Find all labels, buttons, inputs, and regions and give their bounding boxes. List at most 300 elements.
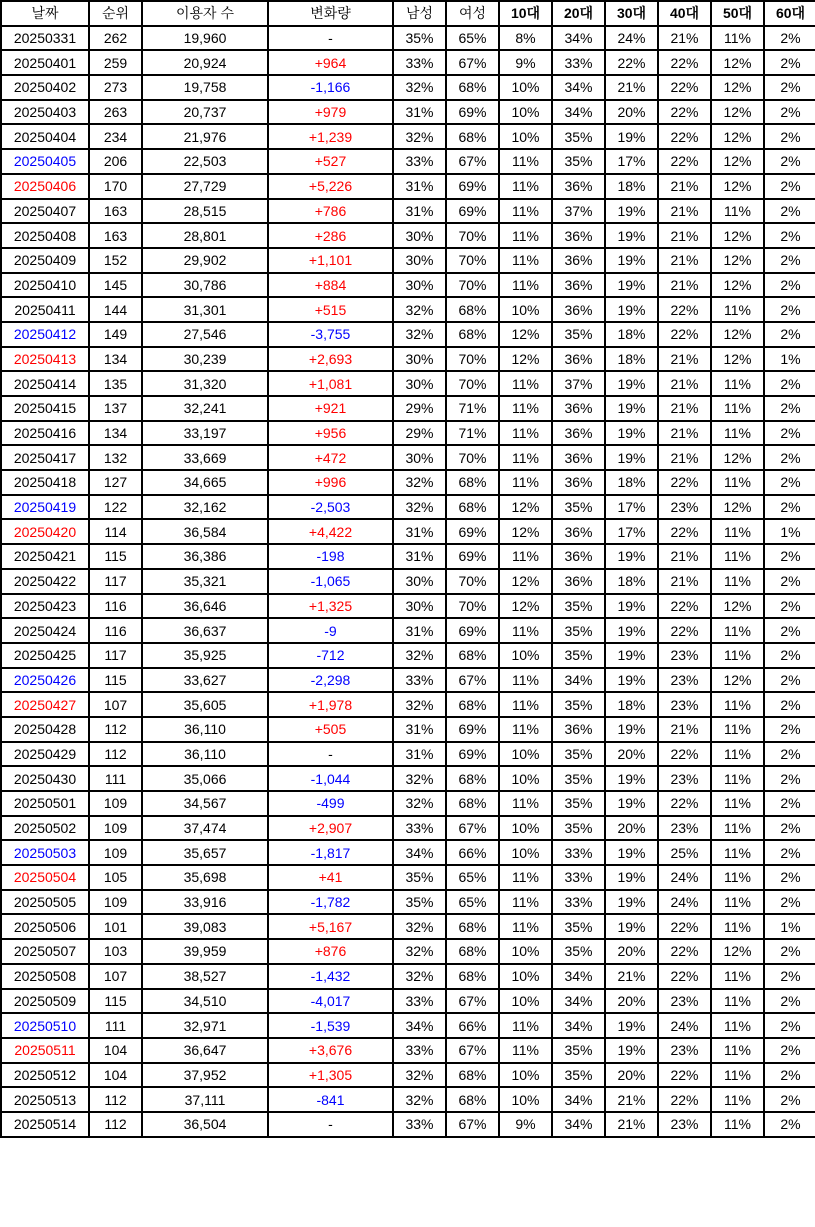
cell-users: 36,647 — [142, 1038, 268, 1063]
cell-rank: 109 — [89, 791, 142, 816]
cell-date: 20250408 — [1, 223, 89, 248]
cell-age-20s: 34% — [552, 26, 605, 51]
header-age-10s: 10대 — [499, 1, 552, 26]
cell-users: 38,527 — [142, 964, 268, 989]
cell-age-40s: 21% — [658, 248, 711, 273]
cell-change: -2,298 — [268, 668, 393, 693]
cell-age-60s: 2% — [764, 594, 815, 619]
cell-female: 65% — [446, 26, 499, 51]
cell-date: 20250405 — [1, 149, 89, 174]
cell-female: 70% — [446, 248, 499, 273]
cell-date: 20250505 — [1, 890, 89, 915]
cell-change: -1,432 — [268, 964, 393, 989]
cell-male: 32% — [393, 322, 446, 347]
cell-age-10s: 11% — [499, 1038, 552, 1063]
cell-age-30s: 20% — [605, 1063, 658, 1088]
cell-age-60s: 2% — [764, 840, 815, 865]
cell-age-20s: 35% — [552, 1038, 605, 1063]
cell-age-40s: 21% — [658, 396, 711, 421]
table-row — [1, 989, 815, 1014]
cell-date: 20250427 — [1, 692, 89, 717]
cell-users: 34,665 — [142, 470, 268, 495]
cell-male: 30% — [393, 248, 446, 273]
cell-age-10s: 10% — [499, 840, 552, 865]
table-row — [1, 199, 815, 224]
cell-users: 36,646 — [142, 594, 268, 619]
cell-age-60s: 2% — [764, 445, 815, 470]
cell-date: 20250501 — [1, 791, 89, 816]
cell-age-50s: 11% — [711, 989, 764, 1014]
cell-age-60s: 2% — [764, 1038, 815, 1063]
cell-rank: 112 — [89, 742, 142, 767]
cell-date: 20250506 — [1, 914, 89, 939]
cell-change: -3,755 — [268, 322, 393, 347]
cell-female: 69% — [446, 742, 499, 767]
cell-age-10s: 10% — [499, 1063, 552, 1088]
cell-age-60s: 2% — [764, 75, 815, 100]
cell-age-10s: 11% — [499, 396, 552, 421]
cell-age-20s: 36% — [552, 297, 605, 322]
cell-female: 70% — [446, 569, 499, 594]
cell-age-50s: 11% — [711, 26, 764, 51]
table-row — [1, 75, 815, 100]
cell-age-30s: 19% — [605, 248, 658, 273]
cell-age-60s: 2% — [764, 149, 815, 174]
cell-age-50s: 12% — [711, 445, 764, 470]
cell-users: 35,605 — [142, 692, 268, 717]
cell-female: 68% — [446, 124, 499, 149]
cell-rank: 163 — [89, 223, 142, 248]
cell-age-40s: 21% — [658, 371, 711, 396]
cell-change: -1,044 — [268, 766, 393, 791]
cell-male: 32% — [393, 1063, 446, 1088]
cell-age-60s: 2% — [764, 742, 815, 767]
cell-age-30s: 17% — [605, 519, 658, 544]
header-age-50s: 50대 — [711, 1, 764, 26]
cell-age-30s: 17% — [605, 149, 658, 174]
cell-female: 68% — [446, 470, 499, 495]
cell-age-10s: 11% — [499, 248, 552, 273]
cell-age-40s: 21% — [658, 199, 711, 224]
cell-age-20s: 33% — [552, 840, 605, 865]
cell-change: -9 — [268, 618, 393, 643]
table-row — [1, 643, 815, 668]
cell-age-60s: 2% — [764, 643, 815, 668]
table-row — [1, 964, 815, 989]
cell-change: -1,817 — [268, 840, 393, 865]
table-row — [1, 371, 815, 396]
table-row — [1, 1063, 815, 1088]
cell-age-30s: 19% — [605, 199, 658, 224]
cell-date: 20250430 — [1, 766, 89, 791]
cell-male: 31% — [393, 742, 446, 767]
cell-change: +1,305 — [268, 1063, 393, 1088]
cell-age-50s: 12% — [711, 50, 764, 75]
cell-rank: 111 — [89, 1013, 142, 1038]
cell-date: 20250401 — [1, 50, 89, 75]
cell-age-10s: 11% — [499, 692, 552, 717]
cell-age-40s: 22% — [658, 618, 711, 643]
cell-age-10s: 11% — [499, 470, 552, 495]
cell-users: 37,111 — [142, 1087, 268, 1112]
cell-age-10s: 9% — [499, 1112, 552, 1137]
cell-male: 32% — [393, 766, 446, 791]
cell-age-60s: 2% — [764, 692, 815, 717]
cell-users: 39,959 — [142, 939, 268, 964]
header-female: 여성 — [446, 1, 499, 26]
cell-age-60s: 2% — [764, 544, 815, 569]
cell-age-10s: 11% — [499, 149, 552, 174]
cell-rank: 234 — [89, 124, 142, 149]
cell-age-60s: 2% — [764, 717, 815, 742]
cell-female: 65% — [446, 890, 499, 915]
cell-users: 34,567 — [142, 791, 268, 816]
cell-age-20s: 36% — [552, 717, 605, 742]
cell-change: +1,978 — [268, 692, 393, 717]
cell-change: +41 — [268, 865, 393, 890]
cell-male: 30% — [393, 569, 446, 594]
cell-age-50s: 12% — [711, 347, 764, 372]
cell-date: 20250404 — [1, 124, 89, 149]
cell-rank: 127 — [89, 470, 142, 495]
table-row — [1, 26, 815, 51]
cell-male: 32% — [393, 1087, 446, 1112]
cell-age-40s: 22% — [658, 75, 711, 100]
cell-male: 33% — [393, 1038, 446, 1063]
cell-female: 70% — [446, 223, 499, 248]
table-row — [1, 939, 815, 964]
cell-rank: 109 — [89, 816, 142, 841]
table-row — [1, 890, 815, 915]
cell-age-20s: 36% — [552, 569, 605, 594]
cell-age-20s: 36% — [552, 519, 605, 544]
cell-age-30s: 19% — [605, 421, 658, 446]
cell-age-10s: 11% — [499, 865, 552, 890]
cell-age-60s: 2% — [764, 124, 815, 149]
cell-age-30s: 19% — [605, 371, 658, 396]
cell-female: 67% — [446, 149, 499, 174]
cell-age-40s: 21% — [658, 544, 711, 569]
cell-age-20s: 35% — [552, 914, 605, 939]
cell-rank: 109 — [89, 890, 142, 915]
cell-change: -841 — [268, 1087, 393, 1112]
cell-age-20s: 36% — [552, 223, 605, 248]
cell-date: 20250403 — [1, 100, 89, 125]
cell-male: 34% — [393, 1013, 446, 1038]
cell-age-40s: 21% — [658, 347, 711, 372]
cell-age-50s: 11% — [711, 717, 764, 742]
cell-age-60s: 2% — [764, 1112, 815, 1137]
cell-change: - — [268, 742, 393, 767]
cell-age-20s: 36% — [552, 445, 605, 470]
cell-age-60s: 2% — [764, 569, 815, 594]
cell-age-50s: 11% — [711, 890, 764, 915]
cell-date: 20250503 — [1, 840, 89, 865]
cell-users: 35,321 — [142, 569, 268, 594]
cell-age-40s: 22% — [658, 519, 711, 544]
cell-change: +527 — [268, 149, 393, 174]
cell-change: +1,101 — [268, 248, 393, 273]
cell-change: +786 — [268, 199, 393, 224]
cell-male: 32% — [393, 643, 446, 668]
cell-users: 29,902 — [142, 248, 268, 273]
cell-age-20s: 35% — [552, 816, 605, 841]
cell-age-30s: 19% — [605, 1038, 658, 1063]
cell-age-60s: 1% — [764, 519, 815, 544]
cell-age-40s: 23% — [658, 1112, 711, 1137]
cell-users: 28,801 — [142, 223, 268, 248]
cell-male: 30% — [393, 594, 446, 619]
cell-age-60s: 2% — [764, 668, 815, 693]
cell-change: +472 — [268, 445, 393, 470]
cell-users: 30,786 — [142, 273, 268, 298]
cell-change: +1,239 — [268, 124, 393, 149]
cell-rank: 122 — [89, 495, 142, 520]
cell-rank: 107 — [89, 964, 142, 989]
cell-age-30s: 17% — [605, 495, 658, 520]
cell-age-50s: 11% — [711, 692, 764, 717]
cell-age-10s: 10% — [499, 989, 552, 1014]
cell-age-10s: 9% — [499, 50, 552, 75]
cell-male: 31% — [393, 174, 446, 199]
cell-age-30s: 19% — [605, 643, 658, 668]
cell-rank: 104 — [89, 1038, 142, 1063]
cell-age-10s: 12% — [499, 347, 552, 372]
cell-rank: 263 — [89, 100, 142, 125]
cell-age-30s: 20% — [605, 100, 658, 125]
cell-date: 20250504 — [1, 865, 89, 890]
cell-rank: 145 — [89, 273, 142, 298]
cell-age-10s: 10% — [499, 1087, 552, 1112]
cell-age-30s: 21% — [605, 964, 658, 989]
cell-age-30s: 19% — [605, 1013, 658, 1038]
cell-rank: 134 — [89, 347, 142, 372]
cell-change: +921 — [268, 396, 393, 421]
cell-female: 67% — [446, 1038, 499, 1063]
cell-users: 32,971 — [142, 1013, 268, 1038]
cell-age-20s: 34% — [552, 75, 605, 100]
cell-male: 33% — [393, 50, 446, 75]
cell-age-40s: 24% — [658, 865, 711, 890]
cell-male: 31% — [393, 100, 446, 125]
table-row — [1, 50, 815, 75]
cell-users: 37,952 — [142, 1063, 268, 1088]
cell-users: 39,083 — [142, 914, 268, 939]
cell-age-30s: 19% — [605, 717, 658, 742]
cell-rank: 152 — [89, 248, 142, 273]
cell-age-20s: 33% — [552, 865, 605, 890]
cell-age-30s: 19% — [605, 766, 658, 791]
cell-rank: 135 — [89, 371, 142, 396]
cell-rank: 115 — [89, 989, 142, 1014]
cell-age-60s: 2% — [764, 1013, 815, 1038]
cell-female: 68% — [446, 322, 499, 347]
cell-age-60s: 2% — [764, 322, 815, 347]
cell-change: -712 — [268, 643, 393, 668]
cell-female: 69% — [446, 100, 499, 125]
table-row — [1, 766, 815, 791]
cell-date: 20250416 — [1, 421, 89, 446]
cell-change: -4,017 — [268, 989, 393, 1014]
table-row — [1, 668, 815, 693]
cell-date: 20250510 — [1, 1013, 89, 1038]
cell-age-30s: 19% — [605, 865, 658, 890]
cell-age-40s: 23% — [658, 668, 711, 693]
cell-age-60s: 1% — [764, 914, 815, 939]
cell-male: 30% — [393, 445, 446, 470]
cell-age-40s: 22% — [658, 1063, 711, 1088]
cell-change: +5,167 — [268, 914, 393, 939]
cell-age-60s: 2% — [764, 50, 815, 75]
header-age-60s: 60대 — [764, 1, 815, 26]
cell-users: 36,386 — [142, 544, 268, 569]
table-row — [1, 223, 815, 248]
cell-date: 20250402 — [1, 75, 89, 100]
cell-users: 35,698 — [142, 865, 268, 890]
cell-female: 68% — [446, 297, 499, 322]
cell-female: 71% — [446, 396, 499, 421]
cell-age-50s: 12% — [711, 322, 764, 347]
cell-age-20s: 36% — [552, 347, 605, 372]
cell-rank: 112 — [89, 1087, 142, 1112]
table-row — [1, 519, 815, 544]
cell-age-40s: 21% — [658, 717, 711, 742]
cell-age-20s: 36% — [552, 396, 605, 421]
cell-female: 67% — [446, 989, 499, 1014]
cell-age-50s: 11% — [711, 1013, 764, 1038]
cell-age-30s: 18% — [605, 347, 658, 372]
table-row — [1, 421, 815, 446]
table-row — [1, 347, 815, 372]
cell-age-30s: 19% — [605, 840, 658, 865]
cell-age-10s: 10% — [499, 816, 552, 841]
table-row — [1, 174, 815, 199]
cell-date: 20250420 — [1, 519, 89, 544]
cell-age-50s: 12% — [711, 75, 764, 100]
cell-male: 32% — [393, 939, 446, 964]
cell-age-60s: 2% — [764, 865, 815, 890]
cell-users: 35,066 — [142, 766, 268, 791]
cell-age-10s: 11% — [499, 914, 552, 939]
cell-age-10s: 12% — [499, 519, 552, 544]
cell-date: 20250513 — [1, 1087, 89, 1112]
cell-age-10s: 12% — [499, 594, 552, 619]
cell-age-30s: 22% — [605, 50, 658, 75]
cell-age-60s: 2% — [764, 470, 815, 495]
cell-age-30s: 19% — [605, 791, 658, 816]
cell-date: 20250411 — [1, 297, 89, 322]
cell-male: 32% — [393, 791, 446, 816]
cell-age-20s: 35% — [552, 643, 605, 668]
cell-age-10s: 11% — [499, 544, 552, 569]
cell-rank: 170 — [89, 174, 142, 199]
cell-rank: 117 — [89, 643, 142, 668]
cell-age-40s: 23% — [658, 692, 711, 717]
cell-age-50s: 11% — [711, 297, 764, 322]
cell-rank: 206 — [89, 149, 142, 174]
cell-change: -1,166 — [268, 75, 393, 100]
cell-age-50s: 12% — [711, 124, 764, 149]
cell-date: 20250413 — [1, 347, 89, 372]
cell-age-50s: 12% — [711, 594, 764, 619]
cell-users: 33,627 — [142, 668, 268, 693]
cell-age-40s: 22% — [658, 594, 711, 619]
cell-age-20s: 37% — [552, 371, 605, 396]
cell-age-10s: 10% — [499, 939, 552, 964]
cell-age-20s: 36% — [552, 421, 605, 446]
cell-male: 29% — [393, 421, 446, 446]
cell-age-10s: 10% — [499, 742, 552, 767]
cell-change: +1,325 — [268, 594, 393, 619]
cell-age-10s: 11% — [499, 791, 552, 816]
table-row — [1, 594, 815, 619]
cell-age-50s: 11% — [711, 791, 764, 816]
cell-age-20s: 33% — [552, 50, 605, 75]
cell-age-20s: 35% — [552, 742, 605, 767]
cell-age-40s: 21% — [658, 421, 711, 446]
header-age-30s: 30대 — [605, 1, 658, 26]
table-row — [1, 840, 815, 865]
cell-age-20s: 35% — [552, 322, 605, 347]
cell-female: 70% — [446, 594, 499, 619]
table-row — [1, 816, 815, 841]
cell-change: +884 — [268, 273, 393, 298]
cell-age-10s: 12% — [499, 495, 552, 520]
cell-date: 20250425 — [1, 643, 89, 668]
cell-change: +4,422 — [268, 519, 393, 544]
header-row — [1, 1, 815, 26]
cell-age-30s: 18% — [605, 174, 658, 199]
cell-age-20s: 35% — [552, 1063, 605, 1088]
table-row — [1, 544, 815, 569]
cell-age-20s: 34% — [552, 1112, 605, 1137]
cell-age-10s: 11% — [499, 273, 552, 298]
cell-male: 32% — [393, 964, 446, 989]
cell-age-30s: 19% — [605, 445, 658, 470]
cell-change: +2,907 — [268, 816, 393, 841]
cell-age-60s: 2% — [764, 1087, 815, 1112]
table-row — [1, 297, 815, 322]
table-row — [1, 495, 815, 520]
cell-age-50s: 12% — [711, 939, 764, 964]
cell-female: 66% — [446, 840, 499, 865]
cell-female: 69% — [446, 618, 499, 643]
cell-age-10s: 11% — [499, 890, 552, 915]
cell-age-60s: 2% — [764, 199, 815, 224]
cell-change: +5,226 — [268, 174, 393, 199]
table-row — [1, 865, 815, 890]
cell-age-40s: 22% — [658, 939, 711, 964]
cell-date: 20250331 — [1, 26, 89, 51]
cell-age-40s: 23% — [658, 766, 711, 791]
cell-date: 20250409 — [1, 248, 89, 273]
cell-age-50s: 12% — [711, 248, 764, 273]
cell-users: 22,503 — [142, 149, 268, 174]
table-row — [1, 1013, 815, 1038]
cell-age-60s: 2% — [764, 816, 815, 841]
table-row — [1, 470, 815, 495]
table-row — [1, 445, 815, 470]
cell-female: 65% — [446, 865, 499, 890]
cell-change: +1,081 — [268, 371, 393, 396]
cell-date: 20250418 — [1, 470, 89, 495]
header-change: 변화량 — [268, 1, 393, 26]
cell-age-60s: 2% — [764, 495, 815, 520]
cell-male: 35% — [393, 26, 446, 51]
cell-age-40s: 24% — [658, 890, 711, 915]
table-row — [1, 248, 815, 273]
cell-date: 20250507 — [1, 939, 89, 964]
